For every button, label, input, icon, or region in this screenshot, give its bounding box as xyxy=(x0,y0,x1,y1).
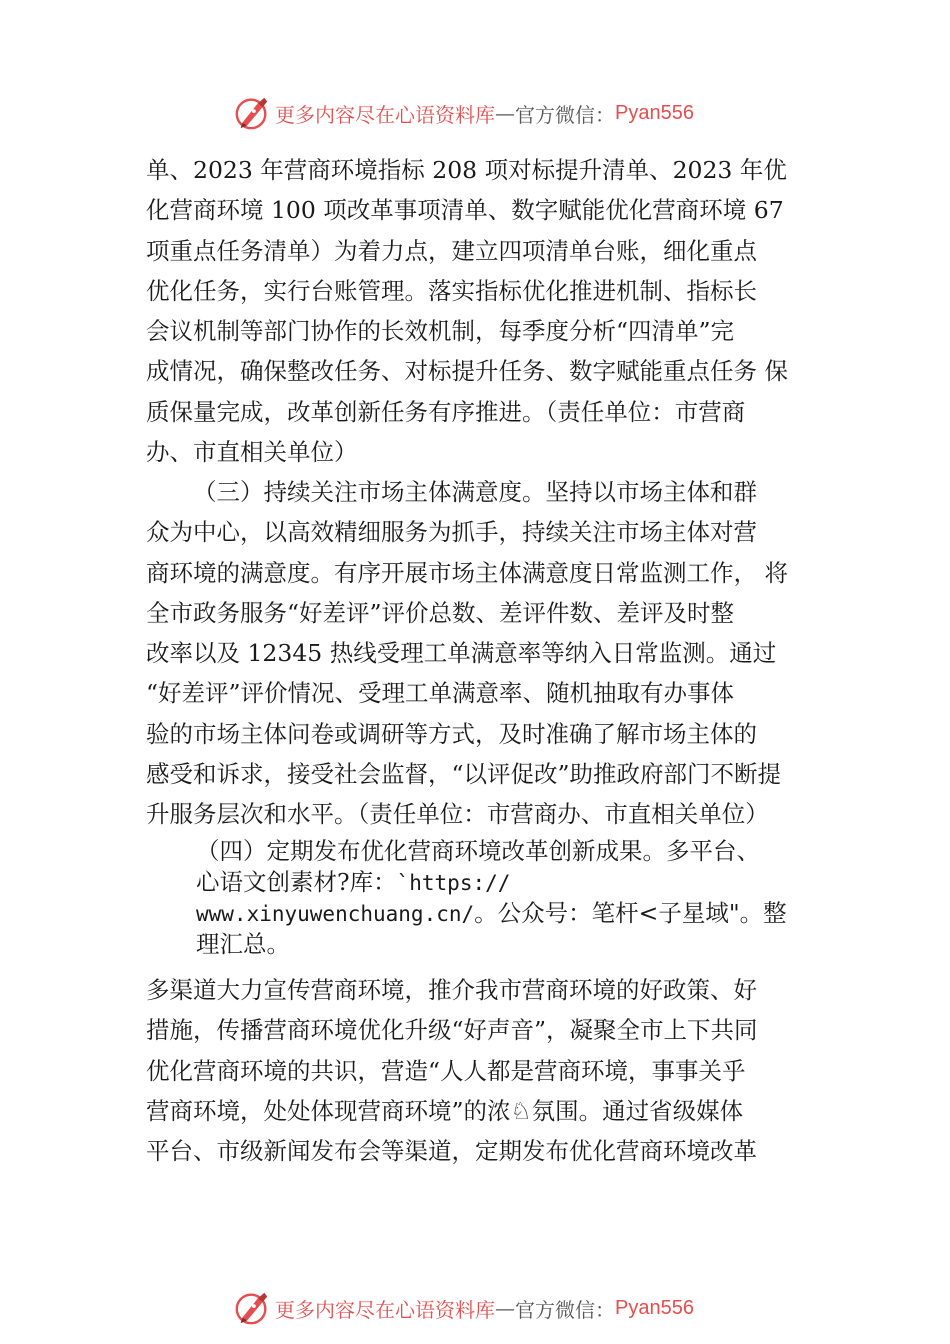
text-line: 措施，传播营商环境优化升级“好声音”，凝聚全市上下共同 xyxy=(146,1016,758,1045)
paragraph-4 xyxy=(146,970,826,1171)
page-header xyxy=(0,93,950,133)
text-line: 商环境的满意度。有序开展市场主体满意度日常监测工作， 将 xyxy=(146,558,788,587)
text-line: （四）定期发布优化营商环境改革创新成果。多平台、 xyxy=(196,837,760,865)
pen-logo-icon xyxy=(233,1289,271,1327)
header-brand xyxy=(233,93,694,133)
text-line: 会议机制等部门协作的长效机制，每季度分析“四清单”完 xyxy=(146,317,735,346)
text-line: 升服务层次和水平。（责任单位：市营商办、市直相关单位） xyxy=(146,800,769,829)
text-line: 优化营商环境的共识，营造“人人都是营商环境，事事关乎 xyxy=(146,1056,746,1085)
text-line xyxy=(196,898,836,929)
footer-wechat-label: 官方微信： xyxy=(515,1297,615,1322)
text-segment: 。公众号：笔杆<子星域"。整 xyxy=(474,899,787,927)
paragraph-2 xyxy=(146,472,826,835)
text-line: 理汇总。 xyxy=(196,930,290,958)
website-url: www.xinyuwenchuang.cn/ xyxy=(196,902,475,926)
url-fragment: `https:// xyxy=(396,871,511,895)
header-brand-text: 更多内容尽在心语资料库 xyxy=(275,102,495,127)
text-segment: 心语文创素材?库： xyxy=(196,868,397,896)
text-line: 营商环境，处处体现营商环境”的浓♘氛围。通过省级媒体 xyxy=(146,1096,744,1125)
text-line: “好差评”评价情况、受理工单满意率、随机抽取有办事体 xyxy=(146,679,735,708)
text-line: 化营商环境 100 项改革事项清单、数字赋能优化营商环境 67 xyxy=(146,196,784,225)
pen-logo-icon xyxy=(233,94,271,132)
page-footer xyxy=(0,1288,950,1328)
text-line: 优化任务，实行台账管理。落实指标优化推进机制、指标长 xyxy=(146,276,757,305)
paragraph-3 xyxy=(196,836,836,960)
text-line: 改率以及 12345 热线受理工单满意率等纳入日常监测。通过 xyxy=(146,639,777,668)
text-line: 验的市场主体问卷或调研等方式，及时准确了解市场主体的 xyxy=(146,719,757,748)
text-line: 平台、市级新闻发布会等渠道，定期发布优化营商环境改革 xyxy=(146,1137,757,1166)
footer-wechat-id: Pyan556 xyxy=(615,1296,694,1319)
header-wechat-label: 官方微信： xyxy=(515,102,615,127)
footer-dash: — xyxy=(495,1296,515,1320)
text-line: 办、市直相关单位） xyxy=(146,438,358,467)
footer-brand xyxy=(233,1288,694,1328)
text-line xyxy=(196,867,836,898)
text-line: 项重点任务清单）为着力点，建立四项清单台账，细化重点 xyxy=(146,236,757,265)
header-wechat-id: Pyan556 xyxy=(615,101,694,124)
text-line: 感受和诉求，接受社会监督，“以评促改”助推政府部门不断提 xyxy=(146,760,782,789)
footer-brand-text: 更多内容尽在心语资料库 xyxy=(275,1297,495,1322)
text-line: 质保量完成，改革创新任务有序推进。（责任单位：市营商 xyxy=(146,397,746,426)
text-line: （三）持续关注市场主体满意度。坚持以市场主体和群 xyxy=(193,478,757,506)
text-line: 成情况，确保整改任务、对标提升任务、数字赋能重点任务 保 xyxy=(146,357,788,386)
paragraph-1 xyxy=(146,150,826,472)
text-line: 众为中心，以高效精细服务为抓手，持续关注市场主体对营 xyxy=(146,518,757,547)
text-line: 多渠道大力宣传营商环境，推介我市营商环境的好政策、好 xyxy=(146,976,757,1004)
text-line: 单、2023 年营商环境指标 208 项对标提升清单、2023 年优 xyxy=(146,156,787,184)
header-dash: — xyxy=(495,101,515,125)
text-line: 全市政务服务“好差评”评价总数、差评件数、差评及时整 xyxy=(146,598,735,627)
